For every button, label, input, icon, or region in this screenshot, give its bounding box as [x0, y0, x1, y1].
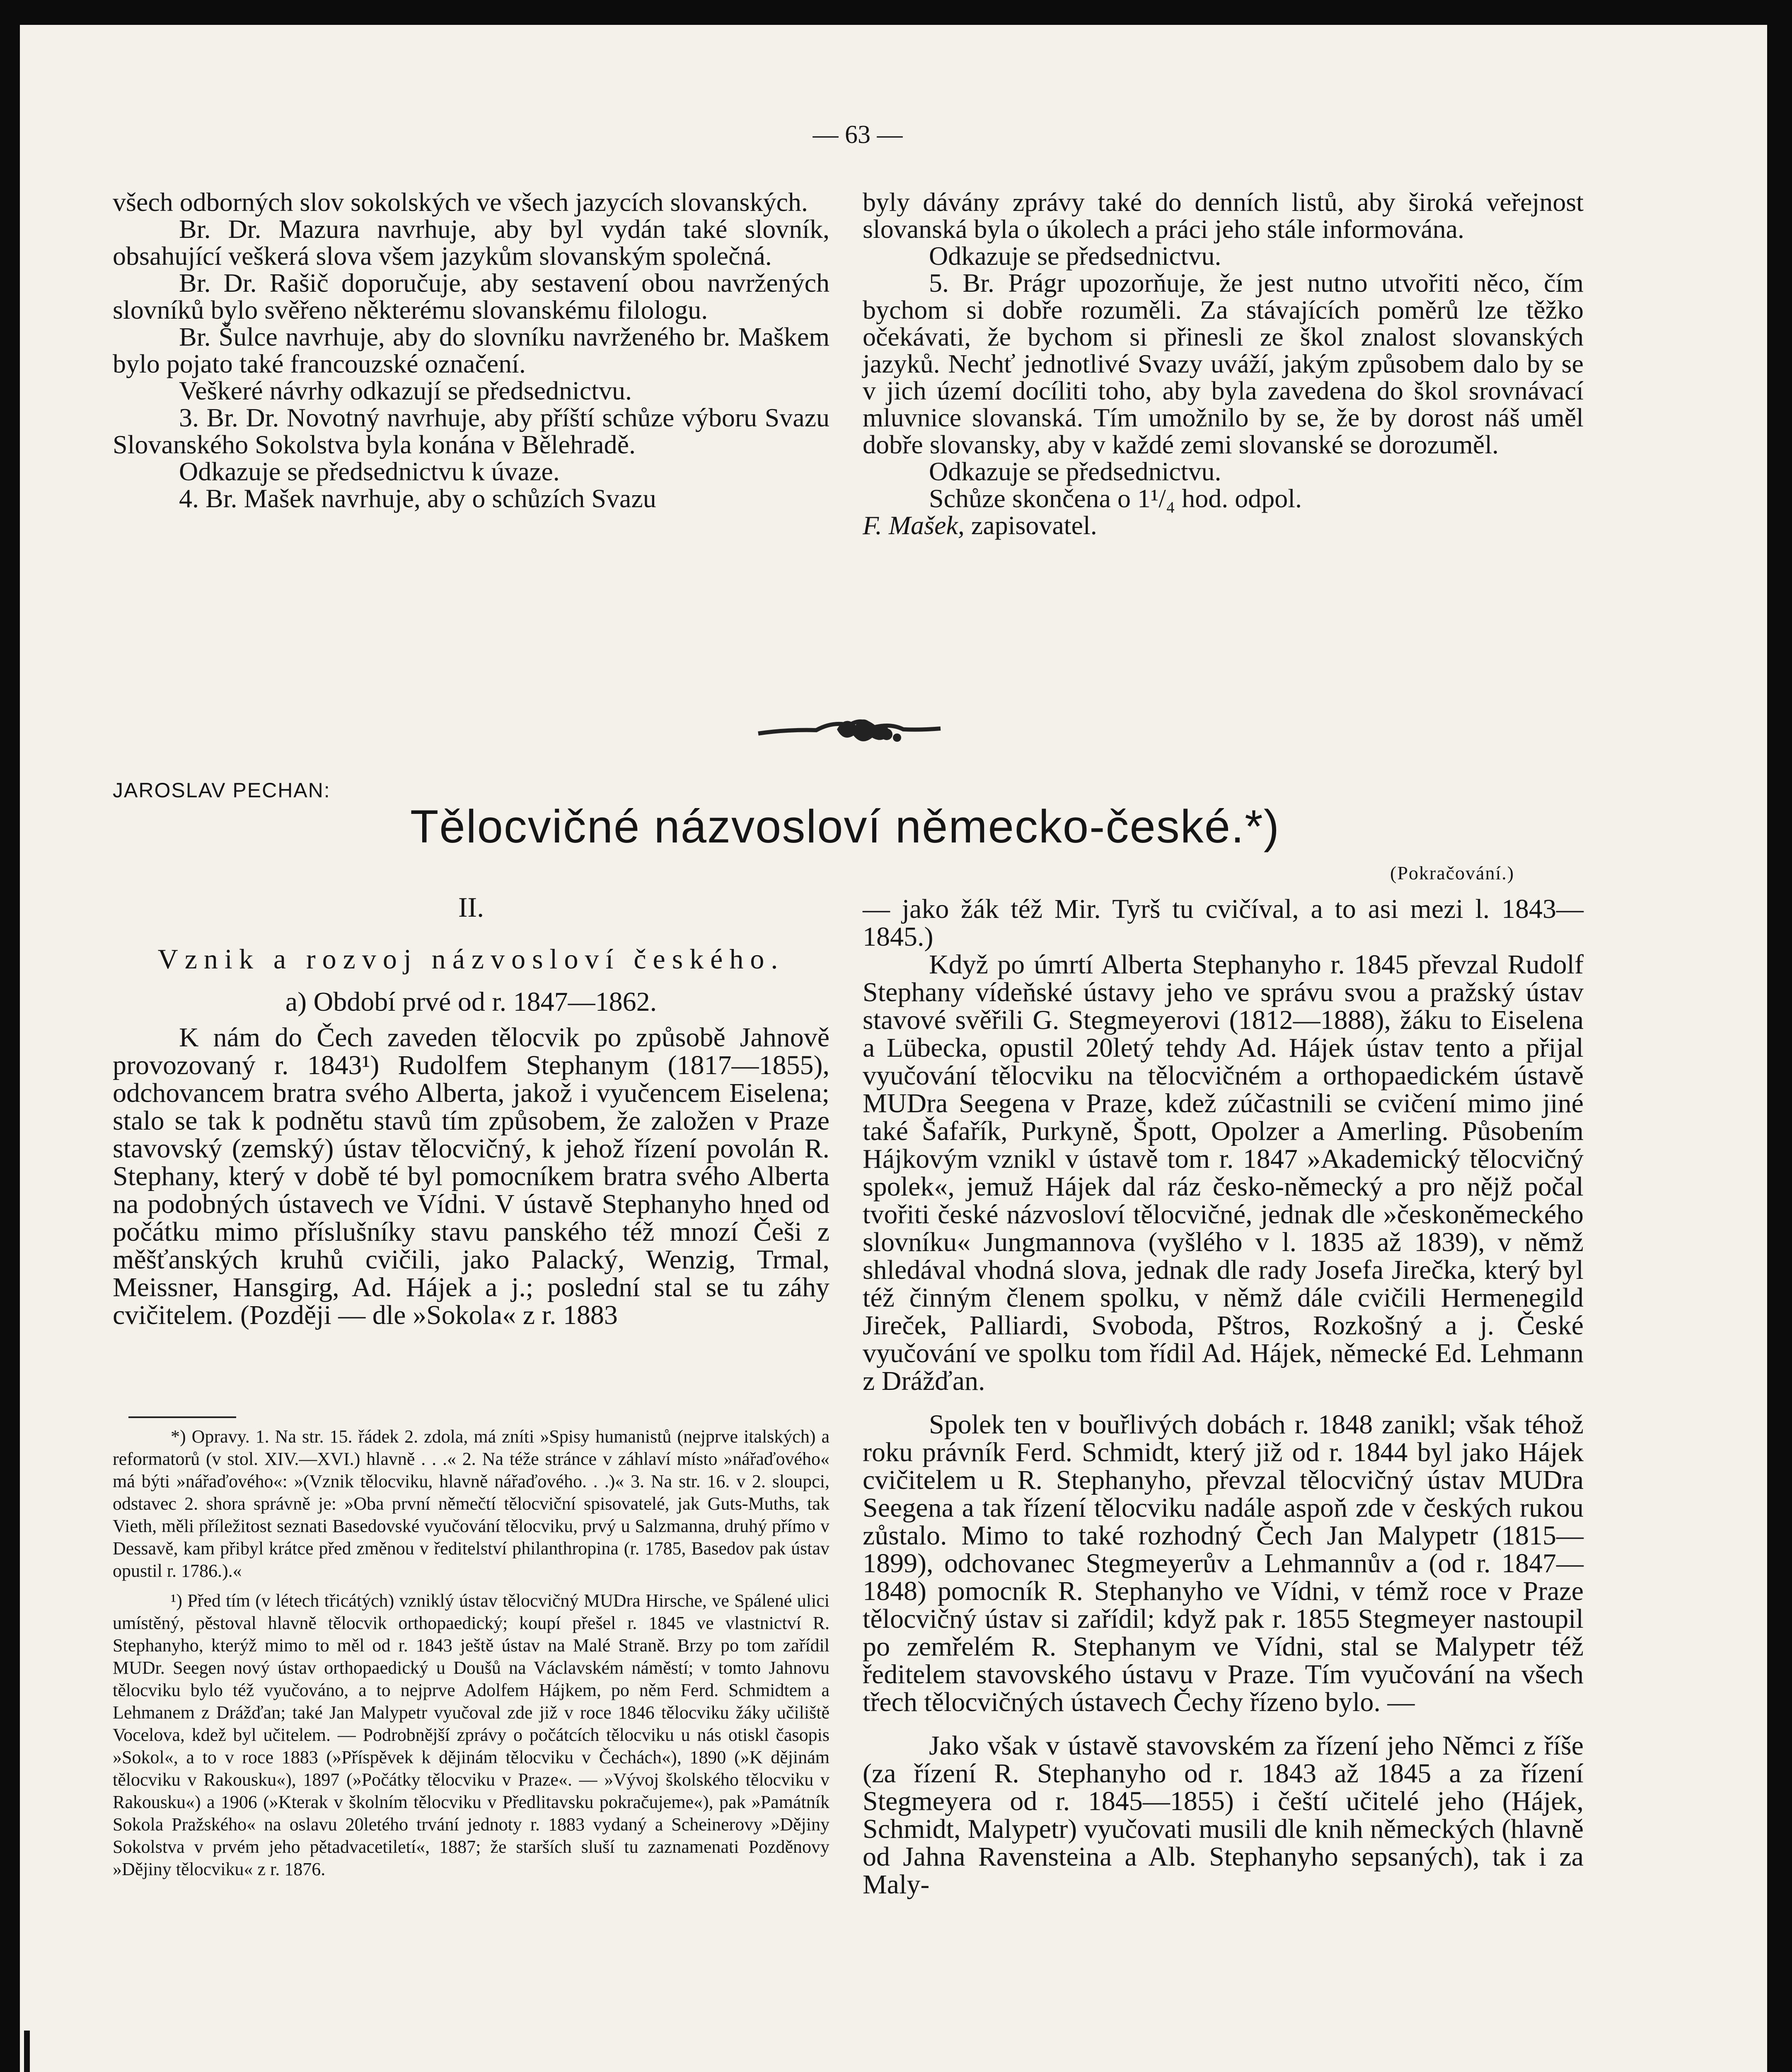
margin-marker	[24, 2031, 30, 2072]
paragraph: všech odborných slov sokolských ve všech jazycích slovanských.	[113, 187, 808, 217]
paragraph: 5. Br. Prágr upozorňuje, že jest nutno utvořiti něco, čím bychom si dobře rozuměli. Za stávajících poměrů lze těžko očekávati, že bychom si přinesli ze škol znalost slovanských jazyků. Nechť jednotlivé Svazy uváží, jakým způsobem dalo by se v jich území docíliti toho, aby byla zavedena do škol srovnávací mluvnice slovanská. Tím umožnilo by se, že by dorost náš uměl dobře slovansky, aby v každé zemi slovanské se dorozuměl.	[863, 268, 1584, 459]
ornament-divider-icon	[754, 704, 945, 754]
scan-border-right	[1767, 0, 1792, 2072]
section-heading: Vznik a rozvoj názvosloví českého.	[157, 943, 785, 975]
footnote: *) Opravy. 1. Na str. 15. řádek 2. zdola, má zníti »Spisy humanistů (nejprve italských) a reformatorů (v stol. XIV.—XVI.) hlavně . . .« 2. Na téže stránce v záhlaví místo »nářaďového« má býti »nářaďového«: »(Vznik tělocviku, hlavně nářaďového. . .)« 3. Na str. 16. v 2. sloupci, odstavec 2. shora správně je: »Oba první němečtí tělocviční spisovatelé, jak Guts-Muths, tak Vieth, měli příležitost seznati Basedovské vyučování tělocviku, prvý u Salzmanna, druhý přímo v Dessavě, kam přibyl krátce před změnou v ředitelství philanthropina (r. 1785, Basedov pak ústav opustil r. 1786.).«	[113, 1426, 829, 1581]
scan-border-top	[0, 0, 1792, 25]
paragraph: 4. Br. Mašek navrhuje, aby o schůzích Svazu	[179, 484, 656, 513]
paragraph: Odkazuje se předsednictvu.	[929, 241, 1221, 271]
paragraph: Veškeré návrhy odkazují se předsednictvu.	[179, 376, 632, 405]
signature	[863, 512, 1584, 539]
paragraph: Odkazuje se předsednictvu k úvaze.	[179, 457, 560, 486]
paragraph: Schůze skončena o 1¹/₄ hod. odpol.	[929, 484, 1302, 513]
paragraph: Odkazuje se předsednictvu.	[929, 457, 1221, 486]
minutes-right-column	[863, 189, 1584, 539]
paragraph: Spolek ten v bouřlivých dobách r. 1848 zanikl; však téhož roku právník Ferd. Schmidt, který již od r. 1844 byl jako Hájek cvičitelem u R. Stephanyho, převzal tělocvičný ústav MUDra Seegena a tak řízení tělocviku nadále aspoň zde v českých rukou zůstalo. Mimo to také rozhodný Čech Jan Malypetr (1815—1899), odchovanec Stegmeyerův a Lehmannův a (od r. 1847—1848) pomocník R. Stephanyho ve Vídni, v témž roce v Praze tělocvičný ústav si zařídil; když pak r. 1855 Stegmeyer nastoupil po zemřelém R. Stephanym ve Vídni, stal se Malypetr též ředitelem stavovského ústavu v Praze. Tím vyučování na všech třech tělocvičných ústavech Čechy řízeno bylo. —	[863, 1409, 1584, 1717]
paragraph: byly dávány zprávy také do denních listů, aby široká veřejnost slovanská byla o úkolech a práci jeho stále informována.	[863, 187, 1584, 244]
footnotes	[113, 1426, 829, 1881]
minutes-left-column	[113, 189, 829, 512]
scan-border-left	[0, 0, 20, 2072]
continuation-note: (Pokračování.)	[1390, 862, 1515, 884]
footnote-rule	[128, 1416, 236, 1418]
author-name: JAROSLAV PECHAN:	[113, 779, 331, 802]
signature-role: zapisovatel.	[964, 511, 1097, 540]
paragraph: Br. Dr. Rašič doporučuje, aby sestavení obou navržených slovníků bylo svěřeno některému slovanskému filologu.	[113, 268, 829, 324]
paragraph: — jako žák též Mir. Tyrš tu cvičíval, a to asi mezi l. 1843—1845.)	[863, 894, 1584, 952]
paragraph: Br. Dr. Mazura navrhuje, aby byl vydán také slovník, obsahující veškerá slova všem jazykům slovanským společná.	[113, 214, 829, 271]
article-left-column	[113, 1024, 829, 1329]
period-heading: a) Období prvé od r. 1847—1862.	[285, 987, 657, 1017]
footnote: ¹) Před tím (v létech třicátých) vzniklý ústav tělocvičný MUDra Hirsche, ve Spálené ulici umístěný, pěstoval hlavně tělocvik orthopaedický; koupí přešel r. 1845 ve vlastnictví R. Stephanyho, kterýž mimo to měl od r. 1843 ještě ústav na Malé Straně. Brzy po tom zařídil MUDr. Seegen nový ústav orthopaedický u Doušů na Václavském náměstí; v tomto Jahnovu tělocviku bylo též vyučováno, a to nejprve Adolfem Hájkem, po něm Ferd. Schmidtem a Lehmanem z Drážďan; také Jan Malypetr vyučoval zde již v roce 1846 tělocviku žáky učiliště Vocelova, kdež byl učitelem. — Podrobnější zprávy o počátcích tělocviku u nás otiskl časopis »Sokol«, a to v roce 1883 (»Příspěvek k dějinám tělocviku v Čechách«), 1890 (»K dějinám tělocviku v Rakousku«), 1897 (»Počátky tělocviku v Praze«. — »Vývoj školského tělocviku v Rakousku«) a 1906 (»Kterak v školním tělocviku v Předlitavsku pokračujeme«), pak »Památník Sokola Pražského« na oslavu 20letého trvání jednoty r. 1883 vydaný a Scheinerovy »Dějiny Sokolstva v prvém jeho pětadvacetiletí«, 1887; že starších sluší tu zaznamenati Pozděnovy »Dějiny tělocviku« z r. 1876.	[113, 1590, 829, 1879]
article-right-column	[863, 895, 1584, 1898]
page-number: — 63 —	[813, 121, 903, 149]
paragraph: Br. Šulce navrhuje, aby do slovníku navrženého br. Maškem bylo pojato také francouzské označení.	[113, 322, 829, 378]
paragraph: 3. Br. Dr. Novotný navrhuje, aby příští schůze výboru Svazu Slovanského Sokolstva byla konána v Bělehradě.	[113, 403, 829, 459]
paragraph: K nám do Čech zaveden tělocvik po způsobě Jahnově provozovaný r. 1843¹) Rudolfem Stephanym (1817—1855), odchovancem bratra svého Alberta, jakož i vyučencem Eiselena; stalo se tak k podnětu stavů tím způsobem, že založen v Praze stavovský (zemský) ústav tělocvičný, k jehož řízení povolán R. Stephany, který v době té byl pomocníkem bratra svého Alberta na podobných ústavech ve Vídni. V ústavě Stephanyho hned od počátku mimo příslušníky stavu panského též mnozí Češi z měšťanských kruhů cvičili, jako Palacký, Wenzig, Trmal, Meissner, Hansgirg, Ad. Hájek a j.; poslední stal se tu záhy cvičitelem. (Později — dle »Sokola« z r. 1883	[113, 1022, 829, 1330]
paragraph: Když po úmrtí Alberta Stephanyho r. 1845 převzal Rudolf Stephany vídeňské ústavy jeho ve správu svou a pražský ústav stavové svěřili G. Stegmeyerovi (1812—1888), žáku to Eiselena a Lübecka, opustil 20letý tehdy Ad. Hájek ústav tento a přijal vyučování tělocviku na tělocvičném a orthopaedickém ústavě MUDra Seegena v Praze, kdež zúčastnili se cvičení mimo jiné také Šafařík, Purkyně, Špott, Opolzer a Amerling. Působením Hájkovým vznikl v ústavě tom r. 1847 »Akademický tělocvičný spolek«, jemuž Hájek dal ráz česko-německý a pro nějž počal tvořiti české názvosloví tělocvičné, jednak dle »českoněmeckého slovníku« Jungmannova (vyšlého v l. 1835 až 1839), v němž shledával vhodná slova, jednak dle rady Josefa Jirečka, který byl též činným členem spolku, v němž dále cvičili Hermenegild Jireček, Palliardi, Svoboda, Pštros, Rozkošný a j. České vyučování ve spolku tom řídil Ad. Hájek, německé Ed. Lehmann z Drážďan.	[863, 949, 1584, 1396]
paragraph: Jako však v ústavě stavovském za řízení jeho Němci z říše (za řízení R. Stephanyho od r. 1843 až 1845 a za řízení Stegmeyera od r. 1845—1855) i čeští učitelé jeho (Hájek, Schmidt, Malypetr) vyučovati musili dle knih německých (hlavně od Jahna Ravensteina a Alb. Stephanyho sepsaných), tak i za Maly-	[863, 1731, 1584, 1900]
signature-name: F. Mašek,	[863, 511, 965, 540]
article-title: Tělocvičné názvosloví německo-české.*)	[410, 801, 1280, 852]
section-number: II.	[458, 891, 484, 923]
